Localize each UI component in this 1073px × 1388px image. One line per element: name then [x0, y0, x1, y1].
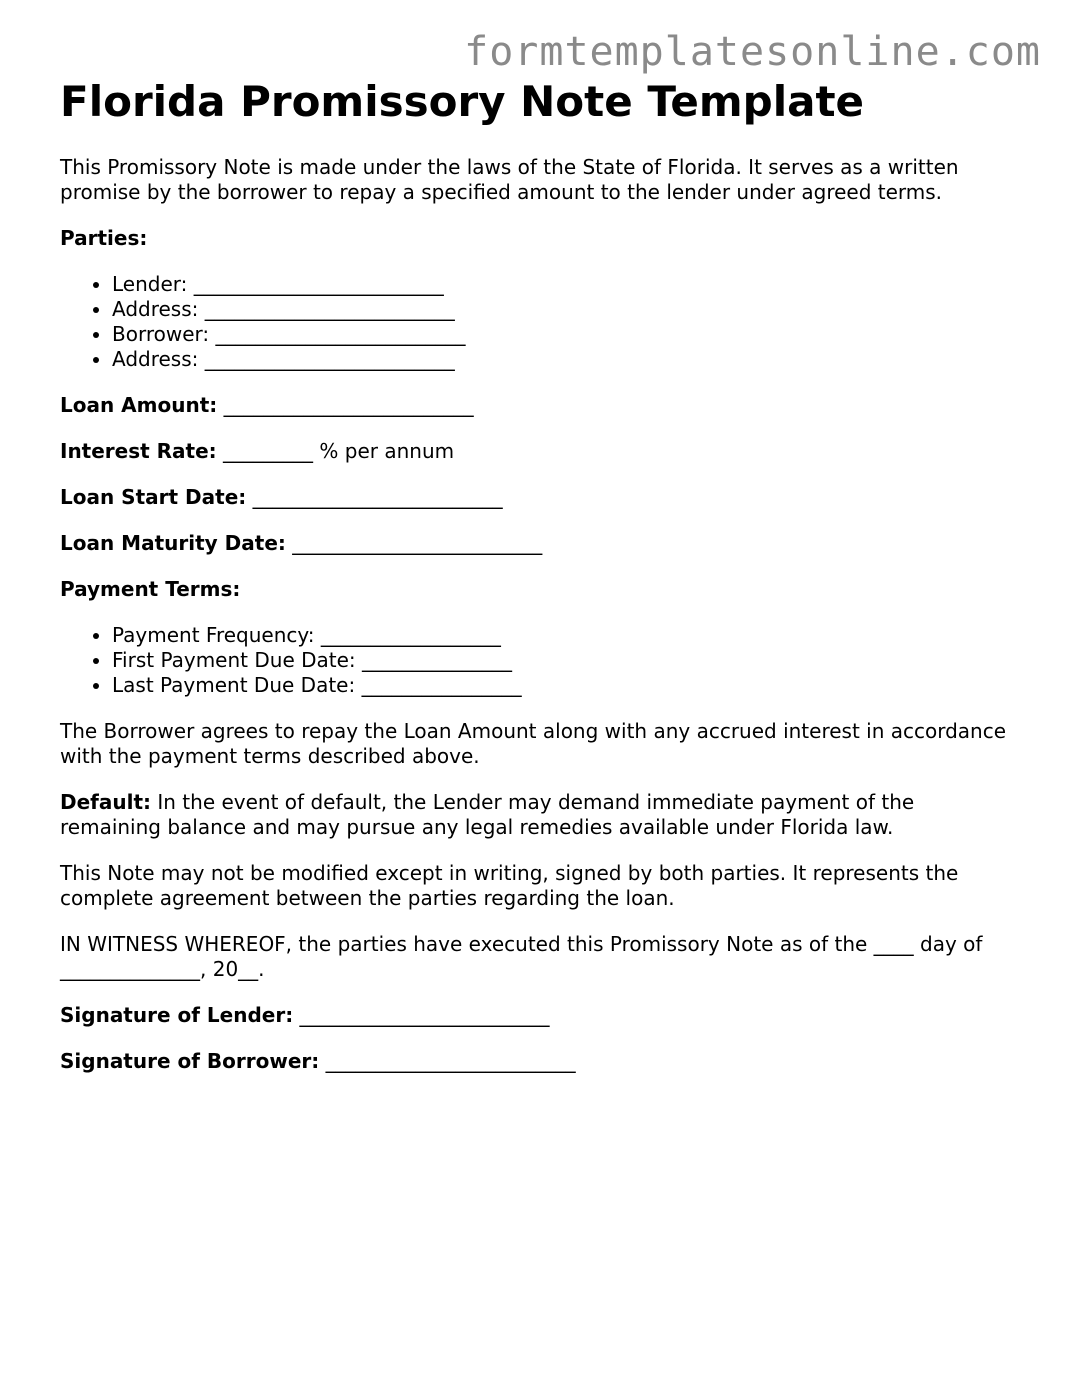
parties-heading: Parties: [60, 226, 148, 250]
payment-terms-heading: Payment Terms: [60, 577, 241, 601]
list-item-first-payment-date: • First Payment Due Date: _______________ [112, 648, 1020, 673]
modification-paragraph: This Note may not be modified except in writing, signed by both parties. It represents the complete agreement between the parties regarding the loan. [60, 861, 959, 910]
watermark: formtemplatesonline.com [464, 29, 1041, 75]
loan-amount-label: Loan Amount: [60, 393, 218, 417]
loan-maturity-date-label: Loan Maturity Date: [60, 531, 286, 555]
interest-rate-label: Interest Rate: [60, 439, 217, 463]
signature-borrower-line [60, 1049, 1020, 1074]
loan-start-date-line [60, 485, 1020, 510]
list-item-borrower: • Borrower: _________________________ [112, 322, 1020, 347]
repay-paragraph: The Borrower agrees to repay the Loan Amount along with any accrued interest in accordance with the payment terms described above. [60, 719, 1007, 768]
signature-lender-line [60, 1003, 1020, 1028]
list-item-lender: • Lender: _________________________ [112, 272, 1020, 297]
interest-rate-line [60, 439, 1020, 464]
parties-list [60, 272, 1020, 372]
witness-paragraph: IN WITNESS WHEREOF, the parties have executed this Promissory Note as of the ____ day of ______________, 20__. [60, 932, 983, 981]
signature-borrower-label: Signature of Borrower: [60, 1049, 320, 1073]
signature-lender-blank: _________________________ [293, 1003, 550, 1027]
loan-amount-line [60, 393, 1020, 418]
loan-amount-blank: _________________________ [217, 393, 474, 417]
intro-paragraph: This Promissory Note is made under the laws of the State of Florida. It serves as a written promise by the borrower to repay a specified amount to the lender under agreed terms. [60, 155, 959, 204]
loan-start-date-label: Loan Start Date: [60, 485, 247, 509]
default-label: Default: [60, 790, 152, 814]
list-item-borrower-address: • Address: _________________________ [112, 347, 1020, 372]
document-body [60, 78, 1020, 1095]
default-text: In the event of default, the Lender may demand immediate payment of the remaining balance and may pursue any legal remedies available under Florida law. [60, 790, 915, 839]
list-item-payment-frequency: • Payment Frequency: __________________ [112, 623, 1020, 648]
interest-rate-blank: _________ % per annum [216, 439, 455, 463]
signature-borrower-blank: _________________________ [319, 1049, 576, 1073]
list-item-last-payment-date: • Last Payment Due Date: ________________ [112, 673, 1020, 698]
payment-terms-list [60, 623, 1020, 698]
list-item-lender-address: • Address: _________________________ [112, 297, 1020, 322]
loan-maturity-date-line [60, 531, 1020, 556]
page-title: Florida Promissory Note Template [60, 77, 865, 126]
signature-lender-label: Signature of Lender: [60, 1003, 294, 1027]
default-paragraph [60, 790, 1020, 840]
loan-maturity-date-blank: _________________________ [285, 531, 543, 555]
loan-start-date-blank: _________________________ [246, 485, 503, 509]
